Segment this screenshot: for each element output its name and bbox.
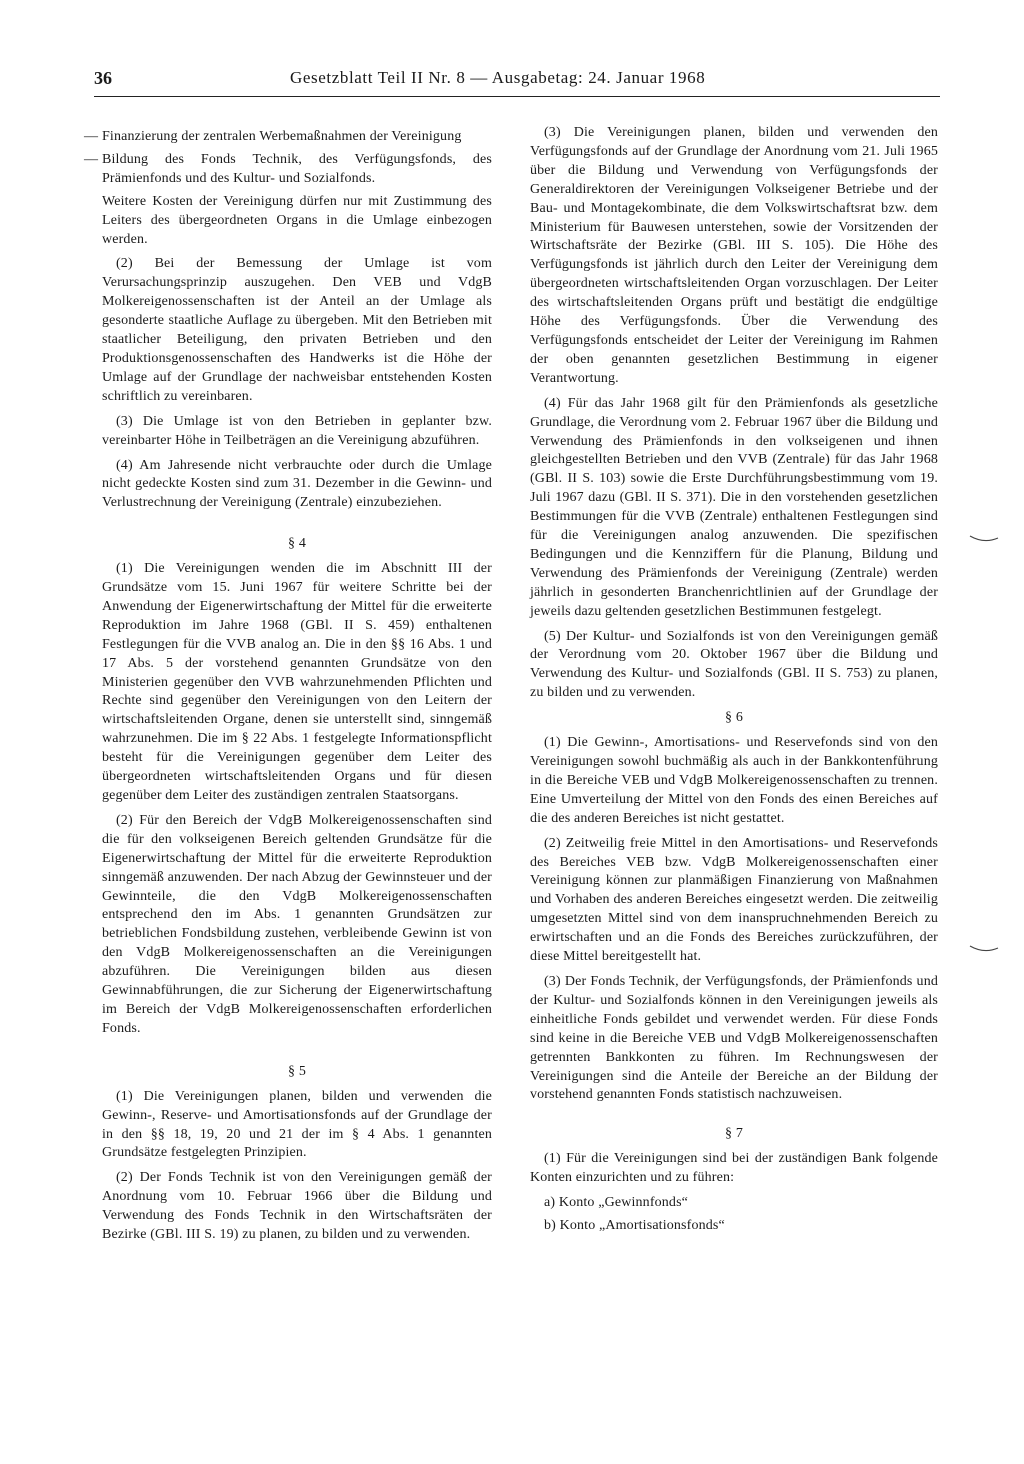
paragraph: (2) Zeitweilig freie Mittel in den Amortisations- und Reservefonds des Bereiches VEB bzw. VdgB Molkereigenossenschaften einer Vereinigung können zur planmäßigen Finanzierung von Maßnahmen und Vorhaben des anderen Bereiches eingesetzt werden. Die zeitweilig umgesetzten Mittel sind von dem inanspruchnehmenden Bereich zu erwirtschaften und an die Fonds des Bereiches zurückzuführen, der diese Mittel bereitgestellt hat. <box>530 835 938 965</box>
dash-bullet: — <box>84 151 99 167</box>
list-item: b) Konto „Amortisationsfonds“ <box>544 1217 725 1233</box>
running-title: Gesetzblatt Teil II Nr. 8 — Ausgabetag: 24. Januar 1968 <box>290 68 706 87</box>
paragraph: (3) Die Umlage ist von den Betrieben in geplanter bzw. vereinbarter Höhe in Teilbeträgen an die Vereinigung abzuführen. <box>102 413 492 448</box>
section-heading: § 6 <box>725 710 743 726</box>
paragraph: (4) Für das Jahr 1968 gilt für den Prämienfonds als gesetzliche Grundlage, die Verordnung vom 2. Februar 1967 über die Bildung und Verwendung des Prämienfonds in den volkseigenen und ihnen gleichgestellten Betrieben und den VVB (Zentrale) für das Jahr 1968 (GBl. II S. 103) sowie die Erste Durchführungsbestimmung vom 19. Juli 1967 dazu (GBl. II S. 371). Die in den vorstehenden gesetzlichen Bestimmungen für die VVB (Zentrale) enthaltenen Festlegungen sind für die Vereinigungen analog anzuwenden. Die spezifischen Bedingungen und die Kennziffern für die Planung, Bildung und Verwendung des Prämienfonds der Vereinigung (Zentrale) werden jährlich in gesonderten Branchenrichtlinien auf der Grundlage der jeweils dazu geltenden gesetzlichen Bestimmunen festgelegt. <box>530 395 938 619</box>
paragraph: (4) Am Jahresende nicht verbrauchte oder durch die Umlage nicht gedeckte Kosten sind zum 31. Dezember in die Gewinn- und Verlustrechnung der Vereinigung (Zentrale) einzubeziehen. <box>102 457 492 511</box>
page-number: 36 <box>94 68 112 88</box>
paragraph: (3) Der Fonds Technik, der Verfügungsfonds, der Prämienfonds und der Kultur- und Sozialfonds können in den Vereinigungen jeweils als einheitliche Fonds gebildet und verwendet werden. Für diese Fonds sind keine in die Bereiche VEB und VdgB Molkereigenossenschaften getrennten Bankkonten zu führen. Im Rechnungswesen der Vereinigungen sind die Anteile der Bereiche an der Bildung der vorstehend genannten Fonds statistisch nachzuweisen. <box>530 973 938 1103</box>
section-heading: § 4 <box>288 536 306 552</box>
scan-mark <box>968 534 1000 544</box>
list-item: a) Konto „Gewinnfonds“ <box>544 1195 689 1211</box>
paragraph: (2) Bei der Bemessung der Umlage ist vom Verursachungsprinzip auszugehen. Den VEB und VdgB Molkereigenossenschaften ist der Anteil an der Umlage als gesonderte staatliche Auflage zu übergeben. Mit den Betrieben mit staatlicher Beteiligung, den privaten Betrieben und den Produktionsgenossenschaften des Handwerks ist die Höhe der Umlage auf der Grundlage der nachweisbar entstehenden Kosten schriftlich zu vereinbaren. <box>102 256 492 404</box>
scan-mark <box>968 944 1000 954</box>
page-header <box>94 66 934 96</box>
section-heading: § 7 <box>725 1126 743 1142</box>
header-divider <box>94 96 940 97</box>
right-column <box>530 124 938 1240</box>
paragraph: (3) Die Vereinigungen planen, bilden und verwenden den Verfügungsfonds auf der Grundlage der Anordnung vom 21. Juli 1965 über die Bildung und Verwendung von Verfügungsfonds der Generaldirektoren der Vereinigungen Volkseigener Betriebe und der Bau- und Montagekombinate, die dem Volkswirtschaftsrat bzw. dem Ministerium für Bauwesen unterstehen, sowie der Vorsitzenden der Wirtschaftsräte der Bezirke (GBl. III S. 105). Die Höhe des Verfügungsfonds ist jährlich durch den Leiter der Vereinigung dem übergeordneten wirtschaftsleitenden Organ vorzuschlagen. Der Leiter des wirtschaftsleitenden Organs prüft und bestätigt die endgültige Höhe des Verfügungsfonds. Über die Verwendung des Verfügungsfonds entscheidet der Leiter der Vereinigung im Rahmen der oben genannten gesetzlichen Bestimmung in eigener Verantwortung. <box>530 125 938 386</box>
left-column <box>84 128 492 1251</box>
paragraph: Weitere Kosten der Vereinigung dürfen nur mit Zustimmung des Leiters des übergeordneten Organs in die Umlage einbezogen werden. <box>102 193 492 247</box>
paragraph: (2) Für den Bereich der VdgB Molkereigenossenschaften sind die für den volkseigenen Bereich geltenden Grundsätze für die Eigenerwirtschaftung der Mittel für die erweiterte Reproduktion sinngemäß anzuwenden. Der nach Abzug der Gewinnsteuer und der Gewinnteile, die den VdgB Molkereigenossenschaften entsprechend den im Abs. 1 genannten Grundsätzen zur betrieblichen Fondsbildung zustehen, verbleibende Gewinn ist von den VdgB Molkereigenossenschaften an die Vereinigungen abzuführen. Die Vereinigungen bilden aus diesen Gewinnabführungen, die zur Sicherung der Eigenerwirtschaftung im Bereich der VdgB Molkereigenossenschaften erforderlichen Fonds. <box>102 812 492 1036</box>
paragraph: (2) Der Fonds Technik ist von den Vereinigungen gemäß der Anordnung vom 10. Februar 1966 über die Bildung und Verwendung des Fonds Technik in den Wirtschaftsräten der Bezirke (GBl. III S. 19) zu planen, zu bilden und zu verwenden. <box>102 1170 492 1243</box>
paragraph: (1) Die Gewinn-, Amortisations- und Reservefonds sind von den Vereinigungen sowohl buchmäßig als auch in der Bankkontenführung in die Bereiche VEB und VdgB Molkereigenossenschaften zu trennen. Eine Umverteilung der Mittel von den Fonds des einen Bereiches auf die des anderen Bereiches ist nicht gestattet. <box>530 735 938 826</box>
paragraph: (1) Die Vereinigungen wenden die im Abschnitt III der Grundsätze vom 15. Juni 1967 für weitere Schritte bei der Anwendung der Eigenerwirtschaftung der Mittel für die erweiterte Reproduktion im Jahre 1968 (GBl. II S. 459) enthaltenen Festlegungen für die VVB analog an. Die in den §§ 16 Abs. 1 und 17 Abs. 5 der vorstehend genannten Grundsätze von den Ministerien gegenüber den VVB wahrzunehmenden Pflichten und Rechte sind gegenüber den Vereinigungen von den Leitern der wirtschaftsleitenden Organe, denen sie unterstellt sind, sinngemäß wahrzunehmen. Die im § 22 Abs. 1 festgelegte Informationspflicht besteht für die Vereinigungen gegenüber dem Leiter des übergeordneten wirtschaftsleitenden Organs und für diesen gegenüber dem Leiter des zuständigen zentralen Staatsorgans. <box>102 561 492 803</box>
dash-item: — Bildung des Fonds Technik, des Verfügungsfonds, des Prämienfonds und des Kultur- und Sozialfonds. <box>84 151 492 186</box>
section-heading: § 5 <box>288 1063 306 1079</box>
dash-bullet: — <box>84 129 99 144</box>
paragraph: (1) Für die Vereinigungen sind bei der zuständigen Bank folgende Konten einzurichten und zu führen: <box>530 1151 938 1186</box>
paragraph: (5) Der Kultur- und Sozialfonds ist von den Vereinigungen gemäß der Verordnung vom 20. Oktober 1967 über die Bildung und Verwendung des Kultur- und Sozialfonds (GBl. II S. 753) zu planen, zu bilden und zu verwenden. <box>530 628 938 701</box>
paragraph: (1) Die Vereinigungen planen, bilden und verwenden die Gewinn-, Reserve- und Amortisationsfonds auf der Grundlage der in den §§ 18, 19, 20 und 21 der im § 4 Abs. 1 genannten Grundsätze festgelegten Prinzipien. <box>102 1088 492 1161</box>
dash-item: — Finanzierung der zentralen Werbemaßnahmen der Vereinigung <box>102 128 492 147</box>
